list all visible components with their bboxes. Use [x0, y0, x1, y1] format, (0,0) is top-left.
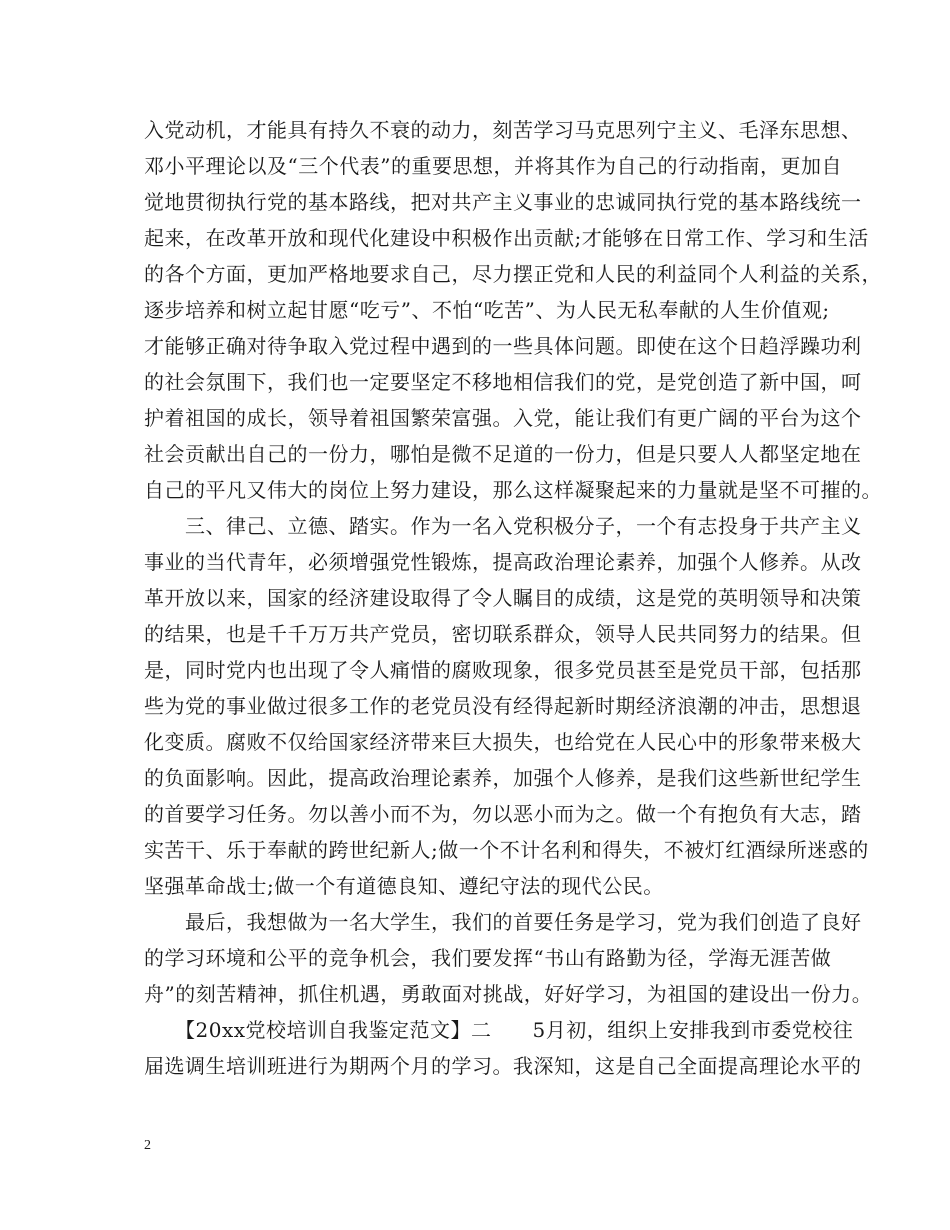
text-line: 的学习环境和公平的竞争机会，我们要发挥“书山有路勤为径，学海无涯苦做	[144, 946, 832, 970]
page-number: 2	[144, 1138, 151, 1153]
document-body	[144, 112, 882, 1084]
text-line: 的负面影响。因此，提高政治理论素养，加强个人修养，是我们这些新世纪学生	[144, 766, 862, 790]
text-line: 实苦干、乐于奉献的跨世纪新人;做一个不计名利和得失，不被灯红酒绿所迷惑的	[144, 838, 869, 862]
text-line: 些为党的事业做过很多工作的老党员没有经得起新时期经济浪潮的冲击，思想退	[144, 694, 862, 718]
text-line: 的结果，也是千千万万共产党员，密切联系群众，领导人民共同努力的结果。但	[144, 622, 862, 646]
text-line: 届选调生培训班进行为期两个月的学习。我深知，这是自己全面提高理论水平的	[144, 1054, 862, 1078]
text-line: 坚强革命战士;做一个有道德良知、遵纪守法的现代公民。	[144, 874, 664, 898]
text-line: 的首要学习任务。勿以善小而不为，勿以恶小而为之。做一个有抱负有大志，踏	[144, 802, 862, 826]
text-line: 舟”的刻苦精神，抓住机遇，勇敢面对挑战，好好学习，为祖国的建设出一份力。	[144, 982, 873, 1006]
paragraph-start-line: 【20xx党校培训自我鉴定范文】二 5月初，组织上安排我到市委党校往	[144, 1018, 854, 1042]
paragraph-start-line: 最后，我想做为一名大学生，我们的首要任务是学习，党为我们创造了良好	[144, 910, 862, 934]
text-line: 觉地贯彻执行党的基本路线，把对共产主义事业的忠诚同执行党的基本路线统一	[144, 190, 862, 214]
text-line: 入党动机，才能具有持久不衰的动力，刻苦学习马克思列宁主义、毛泽东思想、	[144, 118, 862, 142]
text-line: 自己的平凡又伟大的岗位上努力建设，那么这样凝聚起来的力量就是坚不可摧的。	[144, 478, 882, 502]
text-line: 才能够正确对待争取入党过程中遇到的一些具体问题。即使在这个日趋浮躁功利	[144, 334, 862, 358]
text-line: 起来，在改革开放和现代化建设中积极作出贡献;才能够在日常工作、学习和生活	[144, 226, 869, 250]
text-line: 革开放以来，国家的经济建设取得了令人瞩目的成绩，这是党的英明领导和决策	[144, 586, 862, 610]
paragraph-start-line: 三、律己、立德、踏实。作为一名入党积极分子，一个有志投身于共产主义	[144, 514, 862, 538]
text-line: 的各个方面，更加严格地要求自己，尽力摆正党和人民的利益同个人利益的关系，	[144, 262, 882, 286]
text-line: 的社会氛围下，我们也一定要坚定不移地相信我们的党，是党创造了新中国，呵	[144, 370, 862, 394]
text-line: 化变质。腐败不仅给国家经济带来巨大损失，也给党在人民心中的形象带来极大	[144, 730, 862, 754]
text-line: 邓小平理论以及“三个代表”的重要思想，并将其作为自己的行动指南，更加自	[144, 154, 842, 178]
text-line: 逐步培养和树立起甘愿“吃亏”、不怕“吃苦”、为人民无私奉献的人生价值观;	[144, 298, 830, 322]
text-line: 社会贡献出自己的一份力，哪怕是微不足道的一份力，但是只要人人都坚定地在	[144, 442, 862, 466]
text-line: 是，同时党内也出现了令人痛惜的腐败现象，很多党员甚至是党员干部，包括那	[144, 658, 862, 682]
text-line: 护着祖国的成长，领导着祖国繁荣富强。入党，能让我们有更广阔的平台为这个	[144, 406, 862, 430]
text-line: 事业的当代青年，必须增强党性锻炼，提高政治理论素养，加强个人修养。从改	[144, 550, 862, 574]
